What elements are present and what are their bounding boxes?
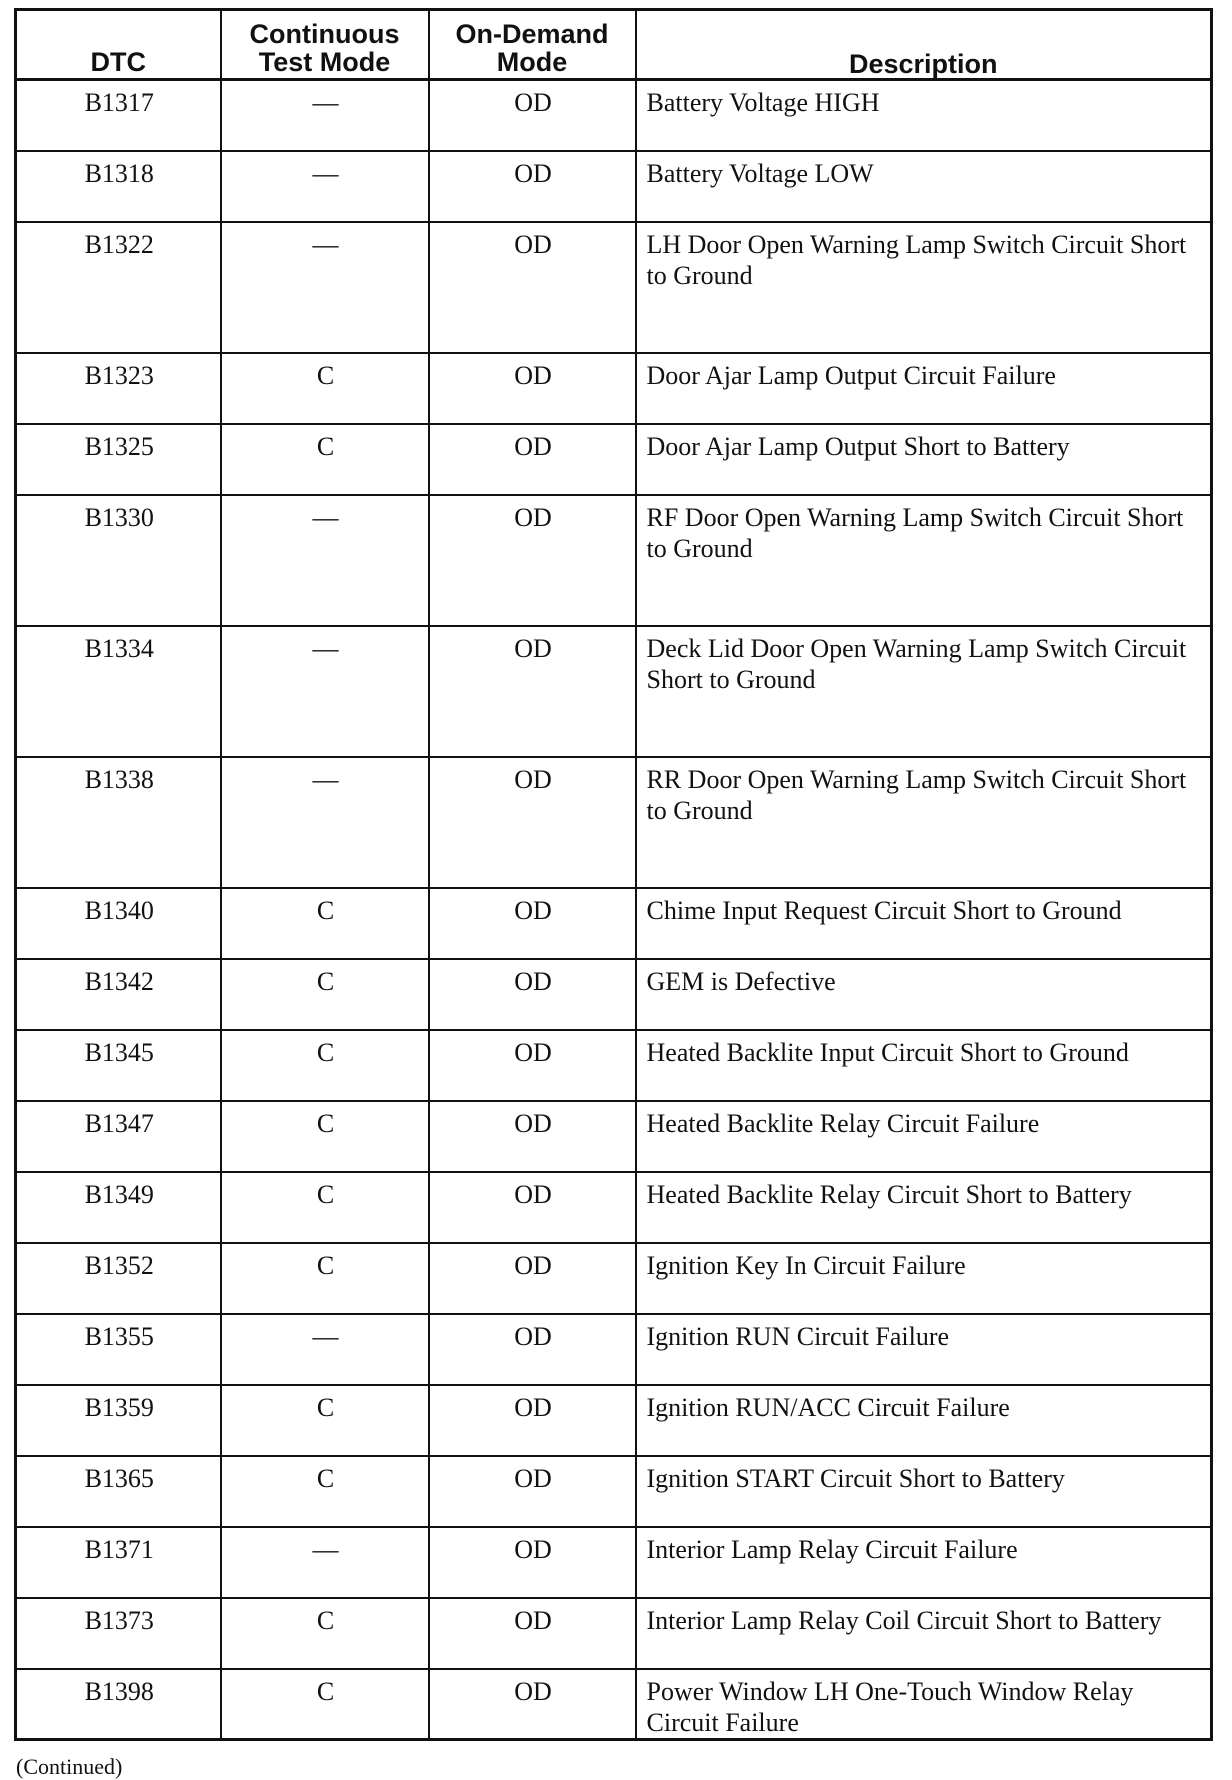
- table-row: [16, 626, 1212, 757]
- cell-continuous-test-mode: C: [221, 1101, 429, 1172]
- cell-dtc: B1330: [16, 495, 221, 626]
- cell-on-demand-mode: OD: [429, 626, 636, 757]
- dtc-table: [14, 8, 1213, 1741]
- header-on-demand-mode: [429, 10, 636, 80]
- cell-on-demand-mode: OD: [429, 1314, 636, 1385]
- cell-on-demand-mode: OD: [429, 80, 636, 151]
- table-row: [16, 353, 1212, 424]
- cell-on-demand-mode: OD: [429, 495, 636, 626]
- cell-description: Heated Backlite Input Circuit Short to Ground: [636, 1030, 1212, 1101]
- cell-description: Interior Lamp Relay Coil Circuit Short to Battery: [636, 1598, 1212, 1669]
- cell-on-demand-mode: OD: [429, 1172, 636, 1243]
- cell-description: Ignition START Circuit Short to Battery: [636, 1456, 1212, 1527]
- cell-dtc: B1373: [16, 1598, 221, 1669]
- cell-continuous-test-mode: C: [221, 1385, 429, 1456]
- cell-dtc: B1338: [16, 757, 221, 888]
- cell-continuous-test-mode: —: [221, 80, 429, 151]
- cell-on-demand-mode: OD: [429, 959, 636, 1030]
- cell-dtc: B1349: [16, 1172, 221, 1243]
- table-row: [16, 1598, 1212, 1669]
- cell-description: Power Window LH One-Touch Window Relay Circuit Failure: [636, 1669, 1212, 1740]
- header-row: [16, 10, 1212, 80]
- cell-dtc: B1352: [16, 1243, 221, 1314]
- cell-dtc: B1340: [16, 888, 221, 959]
- cell-on-demand-mode: OD: [429, 1456, 636, 1527]
- cell-on-demand-mode: OD: [429, 1527, 636, 1598]
- cell-description: Door Ajar Lamp Output Circuit Failure: [636, 353, 1212, 424]
- cell-dtc: B1317: [16, 80, 221, 151]
- table-header: [16, 10, 1212, 80]
- cell-continuous-test-mode: C: [221, 888, 429, 959]
- cell-dtc: B1398: [16, 1669, 221, 1740]
- cell-description: Heated Backlite Relay Circuit Short to Battery: [636, 1172, 1212, 1243]
- cell-dtc: B1323: [16, 353, 221, 424]
- cell-continuous-test-mode: C: [221, 1598, 429, 1669]
- cell-dtc: B1318: [16, 151, 221, 222]
- cell-continuous-test-mode: —: [221, 222, 429, 353]
- cell-on-demand-mode: OD: [429, 353, 636, 424]
- table-body: [16, 80, 1212, 1740]
- cell-continuous-test-mode: C: [221, 1669, 429, 1740]
- cell-description: Heated Backlite Relay Circuit Failure: [636, 1101, 1212, 1172]
- header-continuous-line2: Test Mode: [258, 47, 391, 77]
- cell-dtc: B1334: [16, 626, 221, 757]
- header-description: [636, 10, 1212, 80]
- cell-on-demand-mode: OD: [429, 1243, 636, 1314]
- table-row: [16, 959, 1212, 1030]
- table-row: [16, 1030, 1212, 1101]
- cell-continuous-test-mode: C: [221, 1456, 429, 1527]
- cell-continuous-test-mode: C: [221, 1243, 429, 1314]
- cell-on-demand-mode: OD: [429, 1385, 636, 1456]
- cell-dtc: B1371: [16, 1527, 221, 1598]
- cell-continuous-test-mode: C: [221, 959, 429, 1030]
- cell-dtc: B1359: [16, 1385, 221, 1456]
- cell-description: Door Ajar Lamp Output Short to Battery: [636, 424, 1212, 495]
- cell-continuous-test-mode: —: [221, 1527, 429, 1598]
- cell-on-demand-mode: OD: [429, 151, 636, 222]
- cell-continuous-test-mode: —: [221, 495, 429, 626]
- cell-continuous-test-mode: —: [221, 757, 429, 888]
- cell-description: Ignition Key In Circuit Failure: [636, 1243, 1212, 1314]
- table-row: [16, 1172, 1212, 1243]
- cell-description: Ignition RUN/ACC Circuit Failure: [636, 1385, 1212, 1456]
- cell-dtc: B1347: [16, 1101, 221, 1172]
- table-row: [16, 757, 1212, 888]
- cell-dtc: B1322: [16, 222, 221, 353]
- cell-on-demand-mode: OD: [429, 424, 636, 495]
- header-on-demand-line1: On-Demand: [455, 19, 609, 49]
- table-row: [16, 1456, 1212, 1527]
- table-row: [16, 80, 1212, 151]
- cell-continuous-test-mode: C: [221, 1172, 429, 1243]
- cell-dtc: B1365: [16, 1456, 221, 1527]
- header-description-label: Description: [848, 49, 998, 79]
- table-row: [16, 1243, 1212, 1314]
- cell-dtc: B1355: [16, 1314, 221, 1385]
- cell-continuous-test-mode: —: [221, 626, 429, 757]
- cell-continuous-test-mode: —: [221, 151, 429, 222]
- cell-description: LH Door Open Warning Lamp Switch Circuit Short to Ground: [636, 222, 1212, 353]
- table-row: [16, 424, 1212, 495]
- cell-continuous-test-mode: —: [221, 1314, 429, 1385]
- header-continuous-test-mode: [221, 10, 429, 80]
- cell-on-demand-mode: OD: [429, 888, 636, 959]
- cell-description: RF Door Open Warning Lamp Switch Circuit Short to Ground: [636, 495, 1212, 626]
- cell-dtc: B1345: [16, 1030, 221, 1101]
- header-dtc: [16, 10, 221, 80]
- table-row: [16, 222, 1212, 353]
- table-row: [16, 1385, 1212, 1456]
- cell-dtc: B1342: [16, 959, 221, 1030]
- continued-note: (Continued): [16, 1754, 123, 1779]
- header-continuous-line1: Continuous: [249, 19, 400, 49]
- table-row: [16, 888, 1212, 959]
- cell-on-demand-mode: OD: [429, 222, 636, 353]
- cell-dtc: B1325: [16, 424, 221, 495]
- table-row: [16, 151, 1212, 222]
- cell-description: RR Door Open Warning Lamp Switch Circuit Short to Ground: [636, 757, 1212, 888]
- table-row: [16, 1101, 1212, 1172]
- cell-description: GEM is Defective: [636, 959, 1212, 1030]
- cell-description: Battery Voltage HIGH: [636, 80, 1212, 151]
- table-row: [16, 1669, 1212, 1740]
- cell-continuous-test-mode: C: [221, 353, 429, 424]
- cell-description: Ignition RUN Circuit Failure: [636, 1314, 1212, 1385]
- cell-on-demand-mode: OD: [429, 1101, 636, 1172]
- cell-on-demand-mode: OD: [429, 757, 636, 888]
- table-row: [16, 1314, 1212, 1385]
- cell-continuous-test-mode: C: [221, 424, 429, 495]
- cell-description: Battery Voltage LOW: [636, 151, 1212, 222]
- table-row: [16, 495, 1212, 626]
- table-row: [16, 1527, 1212, 1598]
- cell-description: Interior Lamp Relay Circuit Failure: [636, 1527, 1212, 1598]
- cell-on-demand-mode: OD: [429, 1030, 636, 1101]
- cell-continuous-test-mode: C: [221, 1030, 429, 1101]
- header-dtc-label: DTC: [90, 47, 146, 77]
- cell-description: Deck Lid Door Open Warning Lamp Switch Circuit Short to Ground: [636, 626, 1212, 757]
- cell-on-demand-mode: OD: [429, 1598, 636, 1669]
- cell-on-demand-mode: OD: [429, 1669, 636, 1740]
- cell-description: Chime Input Request Circuit Short to Ground: [636, 888, 1212, 959]
- header-on-demand-line2: Mode: [496, 47, 568, 77]
